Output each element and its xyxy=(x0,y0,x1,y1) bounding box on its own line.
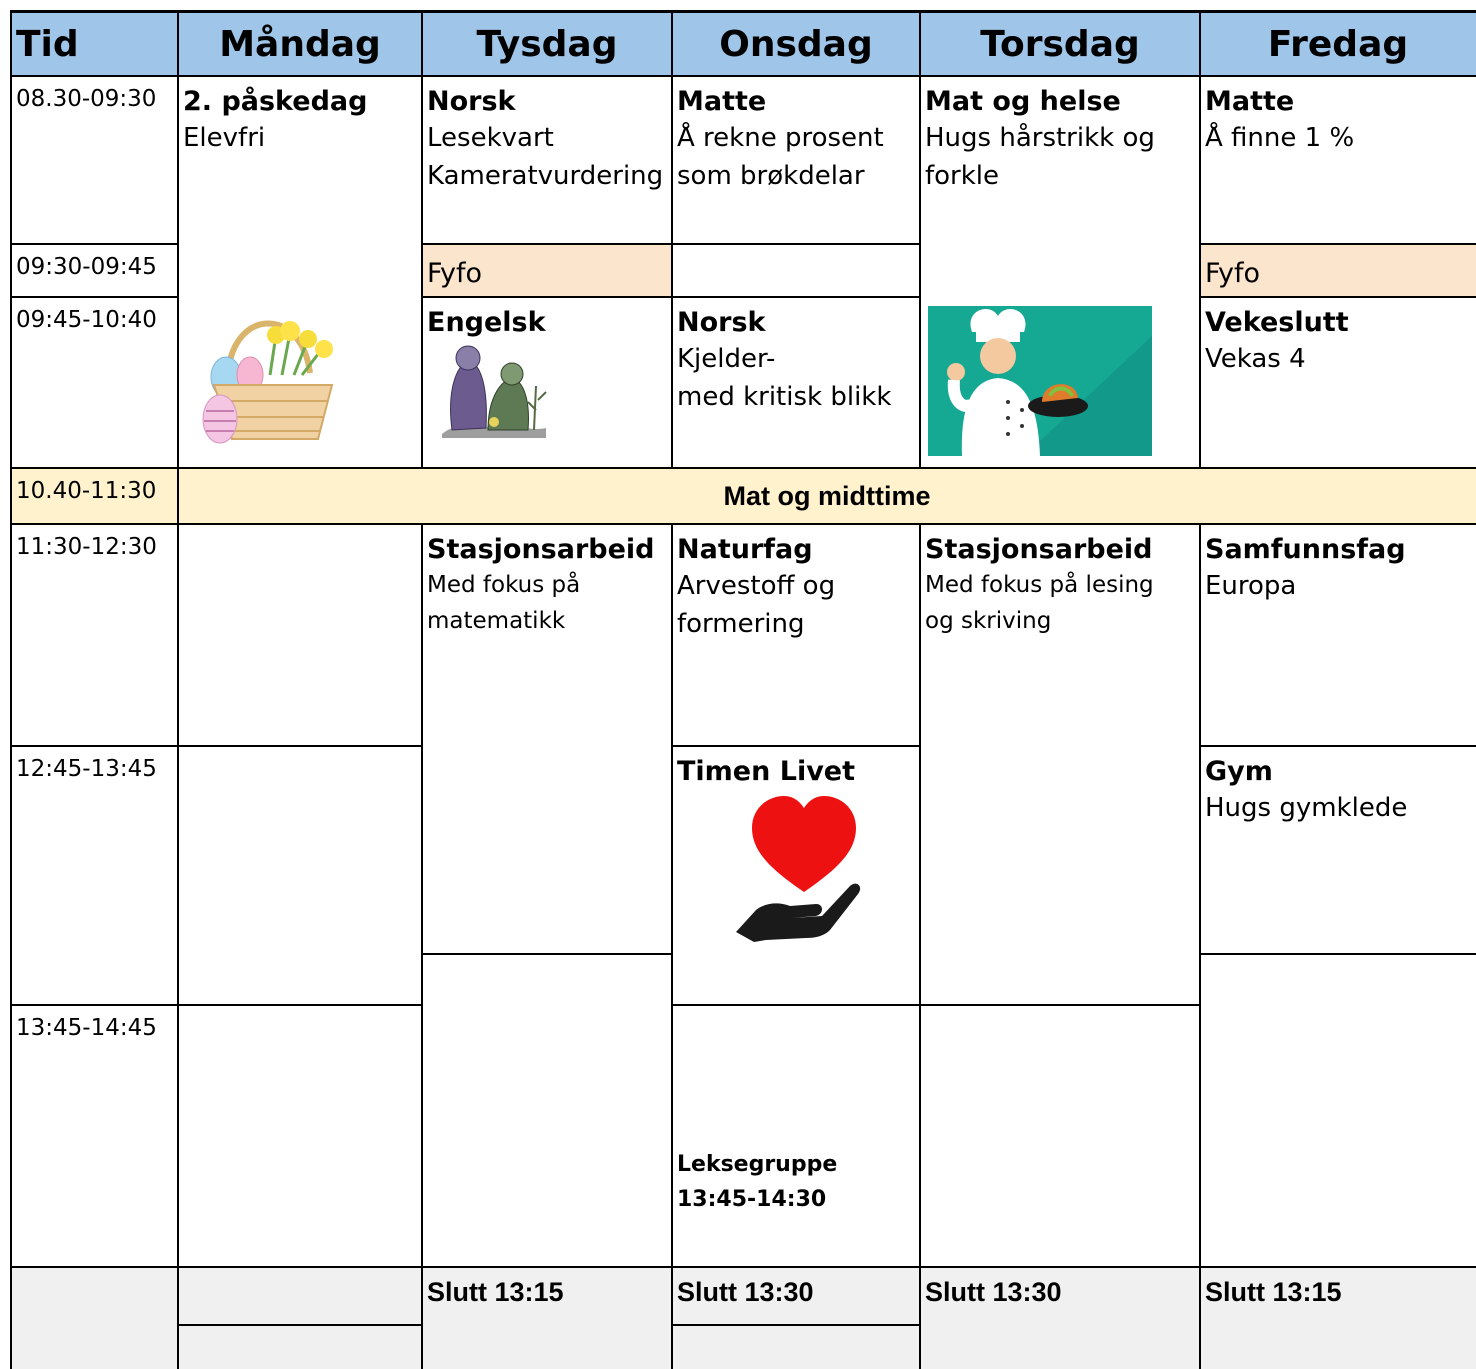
header-tid: Tid xyxy=(12,12,178,76)
grid-line xyxy=(10,467,1476,469)
detail-line: som brøkdelar xyxy=(677,161,865,192)
detail-line: Kjelder- xyxy=(677,344,776,375)
fredag-period-5 xyxy=(1200,524,1476,746)
mandag-note: Elevfri xyxy=(183,123,266,154)
grid-line xyxy=(671,1004,1201,1006)
grid-line xyxy=(10,10,1476,13)
grid-line xyxy=(178,1324,422,1326)
time-slot-3: 09:45-10:40 xyxy=(12,297,178,468)
fredag-period-6 xyxy=(1200,746,1476,954)
time-slot-4: 10.40-11:30 xyxy=(12,468,178,524)
grid-line xyxy=(421,524,423,1369)
grid-line xyxy=(671,10,673,468)
header-onsdag: Onsdag xyxy=(672,12,920,76)
subject-label: Vekeslutt xyxy=(1205,307,1349,338)
detail-line: og skriving xyxy=(925,608,1052,635)
detail-line: Hugs hårstrikk og xyxy=(925,123,1155,154)
grid-line xyxy=(1199,296,1476,298)
grid-line xyxy=(1199,10,1201,468)
subject-label: Norsk xyxy=(427,86,516,117)
torsdag-end-time: Slutt 13:30 xyxy=(925,1277,1062,1307)
subject-label: Matte xyxy=(1205,86,1295,117)
trolls-illustration-icon xyxy=(438,330,550,442)
grid-line xyxy=(10,745,422,747)
subject-label: Mat og helse xyxy=(925,86,1121,117)
header-mandag: Måndag xyxy=(178,12,422,76)
subject-label: Gym xyxy=(1205,756,1273,787)
time-slot-5: 11:30-12:30 xyxy=(12,524,178,746)
onsdag-period-1 xyxy=(672,76,920,244)
homework-group xyxy=(677,1147,837,1217)
fredag-period-3 xyxy=(1200,297,1476,468)
grid-line xyxy=(1199,243,1476,245)
detail-line: Kameratvurdering xyxy=(427,161,664,192)
chef-illustration-icon xyxy=(928,306,1152,456)
detail-line: Hugs gymklede xyxy=(1205,793,1408,824)
grid-line xyxy=(10,75,1476,77)
subject-label: Naturfag xyxy=(677,534,813,565)
subject-label: Matte xyxy=(677,86,767,117)
detail-line: Lesekvart xyxy=(427,123,554,154)
grid-line xyxy=(671,524,673,1369)
grid-line xyxy=(10,243,178,245)
onsdag-period-3 xyxy=(672,297,920,468)
grid-line xyxy=(421,10,423,468)
tysdag-period-5 xyxy=(422,524,672,1267)
grid-line xyxy=(10,523,1476,525)
grid-line xyxy=(421,953,673,955)
grid-line xyxy=(1199,524,1201,1369)
time-slot-2: 09:30-09:45 xyxy=(12,244,178,297)
time-slot-6: 12:45-13:45 xyxy=(12,746,178,1005)
detail-line: Med fokus på lesing xyxy=(925,572,1154,599)
grid-line xyxy=(919,10,921,468)
torsdag-period-5 xyxy=(920,524,1200,1005)
detail-line: Å rekne prosent xyxy=(677,123,884,154)
grid-line xyxy=(1199,745,1476,747)
onsdag-period-7 xyxy=(672,1005,920,1267)
fredag-period-1 xyxy=(1200,76,1476,244)
grid-line xyxy=(10,1004,422,1006)
subject-label: Stasjonsarbeid xyxy=(925,534,1153,565)
detail-line: matematikk xyxy=(427,608,566,635)
mandag-subject: 2. påskedag xyxy=(183,86,368,117)
grid-line xyxy=(671,745,921,747)
subject-label: Engelsk xyxy=(427,307,546,338)
onsdag-period-5 xyxy=(672,524,920,746)
detail-line: Med fokus på xyxy=(427,572,581,599)
subject-label: Norsk xyxy=(677,307,766,338)
subject-label: Timen Livet xyxy=(677,756,856,787)
grid-line xyxy=(671,1324,921,1326)
detail-line: Europa xyxy=(1205,571,1297,602)
grid-line xyxy=(919,524,921,1369)
homework-label: Leksegruppe xyxy=(677,1152,838,1177)
time-slot-1: 08.30-09:30 xyxy=(12,76,178,244)
subject-label: Samfunnsfag xyxy=(1205,534,1406,565)
detail-line: Arvestoff og xyxy=(677,571,836,602)
easter-basket-icon xyxy=(190,305,350,455)
detail-line: Å finne 1 % xyxy=(1205,123,1355,154)
onsdag-end-time: Slutt 13:30 xyxy=(677,1277,814,1307)
homework-time: 13:45-14:30 xyxy=(677,1187,827,1213)
detail-line: forkle xyxy=(925,161,1000,192)
grid-line xyxy=(177,10,179,1369)
grid-line xyxy=(1199,953,1476,955)
grid-line xyxy=(421,243,921,245)
grid-line xyxy=(10,296,178,298)
grid-line xyxy=(10,10,12,1369)
subject-label: Stasjonsarbeid xyxy=(427,534,655,565)
tysdag-period-1 xyxy=(422,76,672,244)
header-fredag: Fredag xyxy=(1200,12,1476,76)
fredag-break: Fyfo xyxy=(1200,244,1476,297)
heart-in-hand-icon xyxy=(732,792,862,944)
tysdag-end-time: Slutt 13:15 xyxy=(427,1277,564,1307)
detail-line: med kritisk blikk xyxy=(677,382,892,413)
lunch-label: Mat og midttime xyxy=(723,480,931,511)
grid-line xyxy=(421,296,921,298)
time-slot-7: 13:45-14:45 xyxy=(12,1005,178,1267)
grid-line xyxy=(10,1266,1476,1268)
tysdag-break: Fyfo xyxy=(422,244,672,297)
header-tysdag: Tysdag xyxy=(422,12,672,76)
header-torsdag: Torsdag xyxy=(920,12,1200,76)
fredag-end-time: Slutt 13:15 xyxy=(1205,1277,1342,1307)
detail-line: Vekas 4 xyxy=(1205,344,1306,375)
detail-line: formering xyxy=(677,609,805,640)
